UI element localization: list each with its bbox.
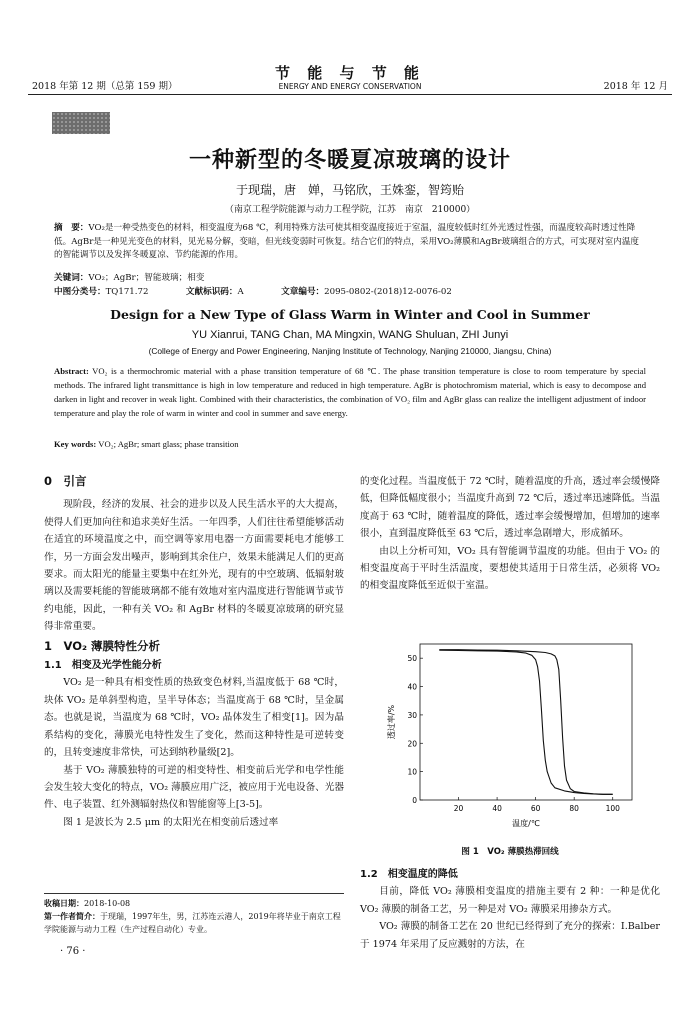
keywords-en-text: VO₂; AgBr; smart glass; phase transition: [98, 439, 239, 449]
received-date: 2018-10-08: [84, 899, 131, 908]
y-tick-label: 30: [407, 710, 417, 720]
affiliation-cn: （南京工程学院能源与动力工程学院，江苏 南京 210000）: [224, 205, 476, 215]
authors-en: YU Xianrui, TANG Chan, MA Mingxin, WANG Shuluan, ZHI Junyi: [191, 329, 509, 341]
series-line-heating: [439, 650, 612, 795]
doc-code-label: 文献标识码：: [185, 287, 238, 297]
heading-introduction: 0 引言: [44, 474, 87, 488]
right-column-bottom: [360, 866, 660, 953]
received-label: 收稿日期：: [44, 899, 84, 908]
heading-section-1-2: 1.2 相变温度的降低: [360, 869, 458, 880]
section-1-2-paragraph-2: VO₂ 薄膜的制备工艺在 20 世纪已经得到了充分的探索：I.Balber 于 1974 年采用了反应溅射的方法，在: [360, 921, 660, 950]
right-column-top: [360, 473, 660, 595]
y-tick-label: 50: [407, 654, 417, 664]
keywords-en: [54, 438, 646, 452]
keywords-cn-text: VO₂；AgBr；智能玻璃；相变: [88, 273, 205, 283]
figure-1-chart: [384, 634, 640, 838]
abstract-cn: [54, 222, 646, 263]
section-1-2-paragraph-1: 目前，降低 VO₂ 薄膜相变温度的措施主要有 2 种：一种是优化 VO₂ 薄膜的制备工艺，另一种是对 VO₂ 薄膜采用掺杂方式。: [360, 886, 660, 915]
heading-section-1: 1 VO₂ 薄膜特性分析: [44, 638, 161, 653]
clc-label: 中图分类号：: [54, 287, 106, 297]
plot-frame: [420, 644, 632, 800]
keywords-cn: [54, 272, 646, 286]
x-tick-label: 40: [492, 804, 502, 813]
section-badge: [52, 112, 110, 134]
section-1-1-paragraph-1: VO₂ 是一种具有相变性质的热致变色材料,当温度低于 68 ℃时，块体 VO₂ 是单斜型构造，呈半导体态；当温度高于 68 ℃时，呈金属态。也就是说，当温度为 68 ℃时，VO₂ 晶体发生了相变[1]。因为晶系结构的变化，薄膜光电特性发生了变化，然而这种特性是可逆转变的，且转变速度非常快，可达到纳秒量级[2]。: [44, 677, 344, 759]
footnote: [44, 897, 344, 936]
x-tick-label: 60: [530, 804, 541, 813]
article-no-value: 2095-0802-(2018)12-0076-02: [324, 287, 452, 297]
heading-section-1-1: 1.1 相变及光学性能分析: [44, 660, 162, 672]
header-rule: [28, 94, 672, 95]
author-bio: 于现瑞，1997年生，男，江苏连云港人，2019年将毕业于南京工程学院能源与动力工程（生产过程自动化）专业。: [44, 912, 341, 934]
right-paragraph-1: 的变化过程。当温度低于 72 ℃时，随着温度的升高，透过率会缓慢降低，但降低幅度很小；当温度升高到 72 ℃后，透过率迅速降低。当温度高于 63 ℃时，随着温度的降低，透过率会缓慢增加，但增加的速率很小，直到温度降低至 63 ℃后，透过率急剧增大，形成循环。: [360, 476, 660, 540]
right-paragraph-2: 由以上分析可知，VO₂ 具有智能调节温度的功能。但由于 VO₂ 的相变温度高于平时生活温度，要想使其适用于日常生活，必须将 VO₂ 的相变温度降低至近似于室温。: [360, 545, 660, 592]
header-date: 2018 年 12 月: [603, 81, 668, 92]
article-no-label: 文章编号：: [281, 287, 325, 297]
intro-paragraph: 现阶段，经济的发展、社会的进步以及人民生活水平的大大提高，使得人们更加向往和追求美好生活。一年四季，人们往往希望能够活动在适宜的环境温度之中，而空调等家用电器一方面需要耗电才能够工作，另一方面会发出噪声，影响到其余住户，效果未能满足人们的更高要求。而太阳光的能量主要集中在红外光，现有的中空玻璃、低辐射玻璃以及需要耗能的智能玻璃都不能有效地对室内温度进行智能调节或节约电能，因此，一种有关 VO₂ 和 AgBr 材料的冬暖夏凉玻璃的研究显得非常重要。: [44, 499, 344, 633]
abstract-en: [54, 364, 646, 420]
title-cn: 一种新型的冬暖夏凉玻璃的设计: [188, 148, 511, 173]
y-axis-label: 透过率/%: [387, 704, 396, 740]
left-column: [44, 473, 344, 831]
section-1-1-paragraph-3: 图 1 是波长为 2.5 μm 的太阳光在相变前后透过率: [63, 816, 279, 828]
x-tick-label: 100: [605, 804, 620, 813]
clc-value: TQ171.72: [105, 287, 149, 297]
x-axis-label: 温度/℃: [512, 819, 540, 828]
y-tick-label: 0: [412, 796, 417, 805]
title-en: Design for a New Type of Glass Warm in Winter and Cool in Summer: [110, 307, 590, 322]
journal-title-cn: 节 能 与 节 能: [275, 64, 425, 82]
header-issue: 2018 年第 12 期（总第 159 期）: [32, 81, 178, 92]
classification: [54, 286, 646, 300]
y-tick-label: 20: [407, 739, 417, 749]
keywords-en-label: Key words:: [54, 439, 97, 449]
page-number: · 76 ·: [60, 946, 86, 957]
series-line-cooling: [439, 650, 612, 794]
footnote-rule: [44, 893, 344, 894]
journal-title-en: ENERGY AND ENERGY CONSERVATION: [278, 82, 422, 91]
figure-1-caption: 图 1 VO₂ 薄膜热滞回线: [461, 847, 559, 857]
affiliation-en: (College of Energy and Power Engineering, Nanjing Institute of Technology, Nanjing 210000, Jiangsu, China): [148, 346, 552, 356]
authors-cn: 于现瑞，唐 婵，马铭欣，王姝銮，智筠贻: [235, 183, 464, 197]
abstract-cn-text: VO₂是一种受热变色的材料，相变温度为68 ℃，利用特殊方法可使其相变温度接近于室温，温度较低时红外光透过性强，而温度较高时透过性降低。AgBr是一种见光变色的材料，见光易分解，变暗，但光线变弱时可恢复。结合它们的特点，采用VO₂薄膜和AgBr玻璃组合的方式，可实现对室内温度的智能调节以及发挥冬暖夏凉、节约能源的作用。: [54, 223, 640, 261]
y-tick-label: 40: [407, 682, 417, 692]
doc-code-value: A: [237, 287, 244, 297]
abstract-cn-label: 摘 要：: [54, 223, 89, 233]
author-bio-label: 第一作者简介：: [44, 912, 100, 921]
x-tick-label: 80: [569, 804, 579, 813]
keywords-cn-label: 关键词：: [54, 273, 89, 283]
y-tick-label: 10: [407, 767, 417, 777]
abstract-en-label: Abstract:: [54, 366, 89, 376]
section-1-1-paragraph-2: 基于 VO₂ 薄膜独特的可逆的相变特性、相变前后光学和电学性能会发生较大变化的特点，VO₂ 薄膜应用广泛，被应用于光电设备、光器件、电子装置、红外测辐射热仪和智能窗等上[3-5]。: [44, 764, 344, 811]
abstract-en-text: VO₂ is a thermochromic material with a phase transition temperature of 68 ℃. The phase transition temperature is close to room temperature by special methods. The infrared light transmittance is high in low temperature and reduced in high temperature. AgBr is photochromism material, which is easy to decompose and darken in light and recover in weak light. Combined with their characteristics, the combination of VO₂ film and AgBr glass can realize the intelligent adjustment of indoor temperature and play the role of warm in winter and cool in summer and save energy.: [54, 366, 646, 418]
x-tick-label: 20: [453, 804, 464, 813]
